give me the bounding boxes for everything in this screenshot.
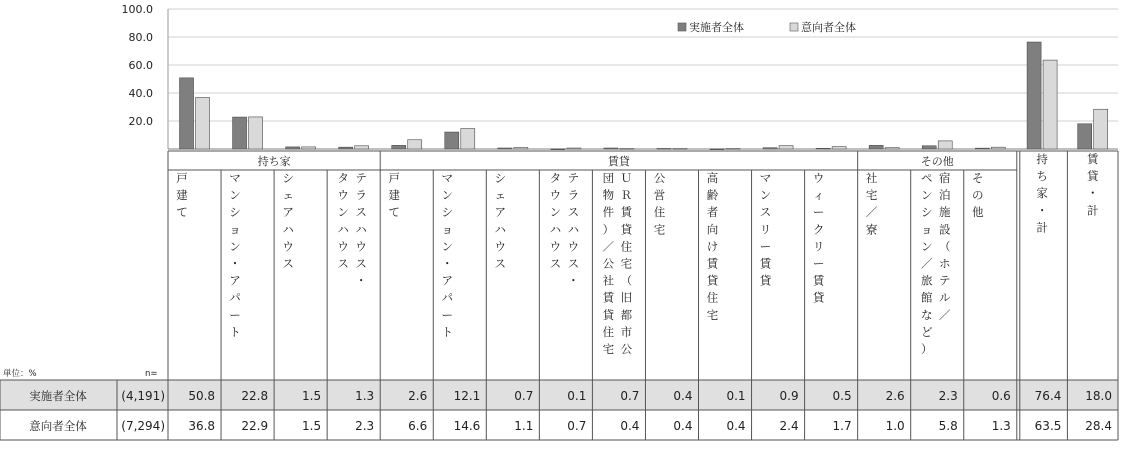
data-label: 5.8	[938, 419, 958, 433]
category-label-char: シ	[229, 205, 241, 220]
category-label-char: 施	[938, 205, 951, 220]
category-label-char: 賃	[759, 256, 772, 271]
category-label-char: ト	[441, 324, 453, 339]
bar	[339, 147, 353, 149]
data-label: 2.3	[355, 419, 375, 433]
data-label: 1.0	[885, 419, 905, 433]
category-label-char: ラ	[355, 188, 367, 203]
row-n: (4,191)	[121, 389, 165, 403]
category-label-char: ィ	[812, 188, 825, 203]
category-label-char: ／	[938, 307, 951, 322]
category-label-char: 賃	[812, 273, 825, 288]
n-label: n=	[145, 369, 158, 379]
y-tick-label: 100.0	[121, 3, 153, 16]
data-label: 12.1	[453, 389, 481, 403]
bar	[779, 146, 793, 149]
bar	[461, 129, 475, 149]
category-label-char: け	[706, 239, 719, 254]
category-label-char: ウ	[567, 239, 580, 254]
category-label-char: リ	[812, 239, 825, 254]
category-label-char: タ	[549, 171, 562, 185]
category-label-char: 件	[602, 205, 615, 220]
data-label: 0.9	[779, 389, 799, 403]
category-label-char: て	[176, 205, 188, 220]
bar	[657, 148, 671, 149]
category-label-char: テ	[567, 171, 580, 185]
category-label-char: の	[972, 188, 984, 203]
category-label-char: ウ	[549, 239, 562, 254]
category-label-char: ペ	[920, 171, 933, 185]
legend-label: 実施者全体	[689, 21, 744, 34]
data-label: 1.1	[514, 419, 534, 433]
category-label-char: ー	[229, 307, 241, 322]
category-label-char: 貸	[759, 273, 772, 288]
category-label-char: 設	[938, 222, 951, 237]
data-label: 2.4	[779, 419, 799, 433]
category-label-char: 宅	[706, 307, 719, 322]
category-label-char: ア	[282, 205, 294, 220]
data-label: 1.3	[355, 389, 375, 403]
data-label: 1.7	[832, 419, 852, 433]
category-label-char: 向	[706, 222, 719, 237]
data-label: 0.7	[514, 389, 534, 403]
category-label-char: 者	[706, 205, 719, 220]
unit-label: 単位：%	[3, 369, 37, 379]
data-label: 50.8	[188, 389, 216, 403]
bar	[551, 149, 565, 150]
category-label-char: 齢	[706, 188, 719, 203]
category-label-char: ン	[337, 205, 349, 220]
category-label-char: マ	[759, 171, 772, 185]
category-label-char: ・	[229, 256, 241, 271]
bar	[196, 97, 210, 149]
category-label-char: ウ	[549, 188, 562, 203]
category-label-char: タ	[337, 171, 349, 185]
category-label-char: ス	[759, 205, 772, 220]
category-label-char: 泊	[938, 188, 951, 203]
category-label-char: ホ	[938, 256, 951, 271]
y-tick-label: 40.0	[128, 87, 153, 100]
category-label-char: テ	[355, 171, 367, 185]
category-label-char: 戸	[388, 171, 400, 185]
category-label-char: 賃	[1086, 152, 1099, 166]
data-label: 63.5	[1034, 419, 1062, 433]
data-label: 0.4	[673, 389, 693, 403]
data-label: 0.4	[620, 419, 640, 433]
category-label-char: パ	[229, 290, 241, 305]
category-label-char: ）	[920, 342, 933, 356]
data-label: 0.1	[567, 389, 587, 403]
category-label-char: ・	[355, 273, 367, 288]
y-tick-label: 20.0	[128, 115, 153, 128]
category-label-char: 団	[602, 171, 615, 185]
category-label-char: 宿	[938, 171, 951, 185]
category-label-char: ー	[812, 205, 825, 220]
bar	[498, 148, 512, 149]
category-label-char: 社	[602, 273, 615, 288]
bar	[1027, 42, 1041, 149]
bar	[233, 117, 247, 149]
data-label: 0.7	[567, 419, 587, 433]
category-label-char: ウ	[812, 171, 825, 185]
category-label-char: シ	[494, 171, 507, 185]
category-label-char: ハ	[494, 222, 507, 237]
bar	[180, 78, 194, 149]
category-label-char: 寮	[865, 222, 878, 237]
category-label-char: ハ	[355, 222, 367, 237]
category-label-char: 貸	[1086, 169, 1099, 184]
data-label: 2.6	[408, 389, 428, 403]
category-label-char: 建	[176, 188, 188, 203]
category-label-char: ウ	[337, 239, 349, 254]
bar	[673, 148, 687, 149]
category-label-char: ン	[441, 188, 453, 203]
bar	[514, 147, 528, 149]
category-label-char: 公	[653, 171, 666, 185]
category-label-char: 計	[1086, 203, 1099, 218]
data-label: 22.9	[241, 419, 269, 433]
category-label-char: 計	[1036, 220, 1048, 235]
data-label: 1.5	[302, 419, 322, 433]
category-label-char: ン	[920, 188, 933, 203]
category-label-char: 貸	[602, 307, 615, 322]
data-label: 1.5	[302, 389, 322, 403]
category-label-char: ウ	[282, 239, 294, 254]
category-label-char: ン	[759, 188, 772, 203]
category-label-char: 営	[653, 188, 666, 203]
category-label-char: 館	[920, 290, 933, 305]
category-label-char: 旅	[920, 273, 933, 288]
y-tick-label: 60.0	[128, 59, 153, 72]
bar	[1043, 60, 1057, 149]
bar	[938, 141, 952, 149]
category-label-char: 貸	[706, 273, 719, 288]
category-label-char: ・	[567, 273, 580, 288]
category-label-char: な	[920, 307, 933, 322]
group-header: 賃貸	[607, 155, 630, 168]
data-label: 0.6	[991, 389, 1011, 403]
bar	[922, 146, 936, 149]
category-label-char: 賃	[706, 256, 719, 271]
category-label-char: ス	[337, 256, 349, 271]
category-label-char: ン	[229, 188, 241, 203]
category-label-char: 貸	[812, 290, 825, 305]
category-label-char: ハ	[282, 222, 294, 237]
category-label-char: ス	[355, 256, 367, 271]
data-label: 14.6	[453, 419, 481, 433]
data-label: 22.8	[241, 389, 269, 403]
category-label-char: ス	[494, 256, 507, 271]
category-label-char: 宅	[602, 342, 615, 356]
group-header: 持ち家	[257, 155, 291, 168]
category-label-char: そ	[972, 171, 984, 185]
bar	[445, 132, 459, 149]
category-label-char: ）	[602, 222, 615, 237]
category-label-char: ハ	[567, 222, 580, 237]
category-label-char: 戸	[176, 171, 188, 185]
category-label-char: ど	[920, 324, 933, 339]
bar	[604, 148, 618, 149]
data-label: 18.0	[1085, 389, 1112, 403]
category-label-char: 住	[653, 205, 666, 220]
row-label: 実施者全体	[29, 389, 87, 403]
bar	[302, 147, 316, 149]
category-label-char: 住	[620, 239, 633, 254]
category-label-char: ン	[920, 239, 933, 254]
bar	[1094, 109, 1108, 149]
category-label-char: ラ	[567, 188, 580, 203]
category-label-char: ト	[229, 324, 241, 339]
bar	[885, 148, 899, 149]
category-label-char: ・	[441, 256, 453, 271]
category-label-char: ち	[1036, 169, 1048, 184]
category-label-char: 宅	[653, 222, 666, 237]
category-label-char: シ	[282, 171, 294, 185]
category-label-char: 公	[620, 342, 633, 356]
category-label-char: テ	[938, 273, 951, 288]
category-label-char: て	[388, 205, 400, 220]
category-label-char: ン	[441, 239, 453, 254]
category-label-char: 物	[602, 188, 615, 203]
category-label-char: ル	[938, 290, 951, 305]
data-label: 0.1	[726, 389, 746, 403]
category-label-char: ／	[602, 239, 615, 254]
category-label-char: 都	[620, 307, 633, 322]
bar	[1078, 124, 1092, 149]
category-label-char: 貸	[620, 222, 633, 237]
category-label-char: ・	[1036, 203, 1048, 218]
category-label-char: ェ	[282, 188, 294, 203]
category-label-char: （	[620, 273, 633, 288]
category-label-char: ョ	[920, 222, 933, 237]
category-label-char: ア	[229, 273, 241, 288]
category-label-char: ス	[355, 205, 367, 220]
group-header: その他	[920, 155, 954, 168]
category-label-char: Ｒ	[620, 188, 633, 203]
category-label-char: 旧	[620, 290, 633, 305]
bar	[355, 146, 369, 149]
category-label-char: ョ	[441, 222, 453, 237]
bar	[726, 148, 740, 149]
row-n: (7,294)	[121, 419, 165, 433]
bar	[249, 117, 263, 149]
category-label-char: ン	[549, 205, 562, 220]
legend-label: 意向者全体	[801, 21, 856, 34]
category-label-char: ー	[812, 256, 825, 271]
bar	[816, 148, 830, 149]
y-tick-label: 80.0	[128, 31, 153, 44]
category-label-char: リ	[759, 222, 772, 237]
data-label: 28.4	[1085, 419, 1112, 433]
data-label: 0.5	[832, 389, 852, 403]
category-label-char: 住	[706, 290, 719, 305]
bar	[408, 140, 422, 149]
legend-swatch	[678, 23, 686, 31]
bar	[975, 148, 989, 149]
data-label: 76.4	[1034, 389, 1062, 403]
bar	[710, 149, 724, 150]
category-label-char: ／	[920, 256, 933, 271]
data-label: 0.4	[726, 419, 746, 433]
category-label-char: 賃	[602, 290, 615, 305]
data-label: 6.6	[408, 419, 428, 433]
category-label-char: 社	[865, 171, 878, 185]
category-label-char: ス	[567, 205, 580, 220]
row-label: 意向者全体	[29, 419, 87, 433]
category-label-char: Ｕ	[620, 171, 633, 185]
category-label-char: 家	[1036, 186, 1048, 201]
data-label: 0.4	[673, 419, 693, 433]
category-label-char: 他	[972, 205, 984, 220]
category-label-char: ウ	[494, 239, 507, 254]
category-label-char: 住	[602, 324, 615, 339]
category-label-char: ウ	[337, 188, 349, 203]
legend-swatch	[790, 23, 798, 31]
data-label: 2.3	[938, 389, 958, 403]
category-label-char: パ	[441, 290, 453, 305]
category-label-char: （	[938, 239, 951, 254]
bar	[763, 148, 777, 149]
category-label-char: 高	[706, 171, 719, 185]
category-label-char: ウ	[355, 239, 367, 254]
category-label-char: ・	[1086, 186, 1099, 201]
category-label-char: ハ	[549, 222, 562, 237]
category-label-char: 宅	[865, 188, 878, 203]
category-label-char: ェ	[494, 188, 507, 203]
bar	[869, 145, 883, 149]
category-label-char: 宅	[620, 256, 633, 271]
data-label: 1.3	[991, 419, 1011, 433]
bar	[620, 148, 634, 149]
category-label-char: シ	[920, 205, 933, 220]
data-label: 2.6	[885, 389, 905, 403]
category-label-char: 市	[620, 324, 633, 339]
category-label-char: 建	[388, 188, 400, 203]
category-label-char: ス	[549, 256, 562, 271]
bar	[832, 147, 846, 149]
category-label-char: ー	[441, 307, 453, 322]
category-label-char: ス	[567, 256, 580, 271]
category-label-char: ー	[759, 239, 772, 254]
category-label-char: ア	[494, 205, 507, 220]
category-label-char: マ	[441, 171, 453, 185]
data-label: 0.7	[620, 389, 640, 403]
bar	[286, 147, 300, 149]
category-label-char: 賃	[620, 205, 633, 220]
category-label-char: ク	[812, 222, 825, 237]
category-label-char: ン	[229, 239, 241, 254]
category-label-char: ス	[282, 256, 294, 271]
category-label-char: ア	[441, 273, 453, 288]
category-label-char: 公	[602, 256, 615, 271]
bar	[567, 148, 581, 149]
category-label-char: ョ	[229, 222, 241, 237]
category-label-char: 持	[1036, 152, 1048, 166]
data-label: 36.8	[188, 419, 216, 433]
category-label-char: ハ	[337, 222, 349, 237]
category-label-char: マ	[229, 171, 241, 185]
bar	[991, 147, 1005, 149]
bar	[392, 145, 406, 149]
category-label-char: シ	[441, 205, 453, 220]
category-label-char: ／	[865, 205, 878, 220]
